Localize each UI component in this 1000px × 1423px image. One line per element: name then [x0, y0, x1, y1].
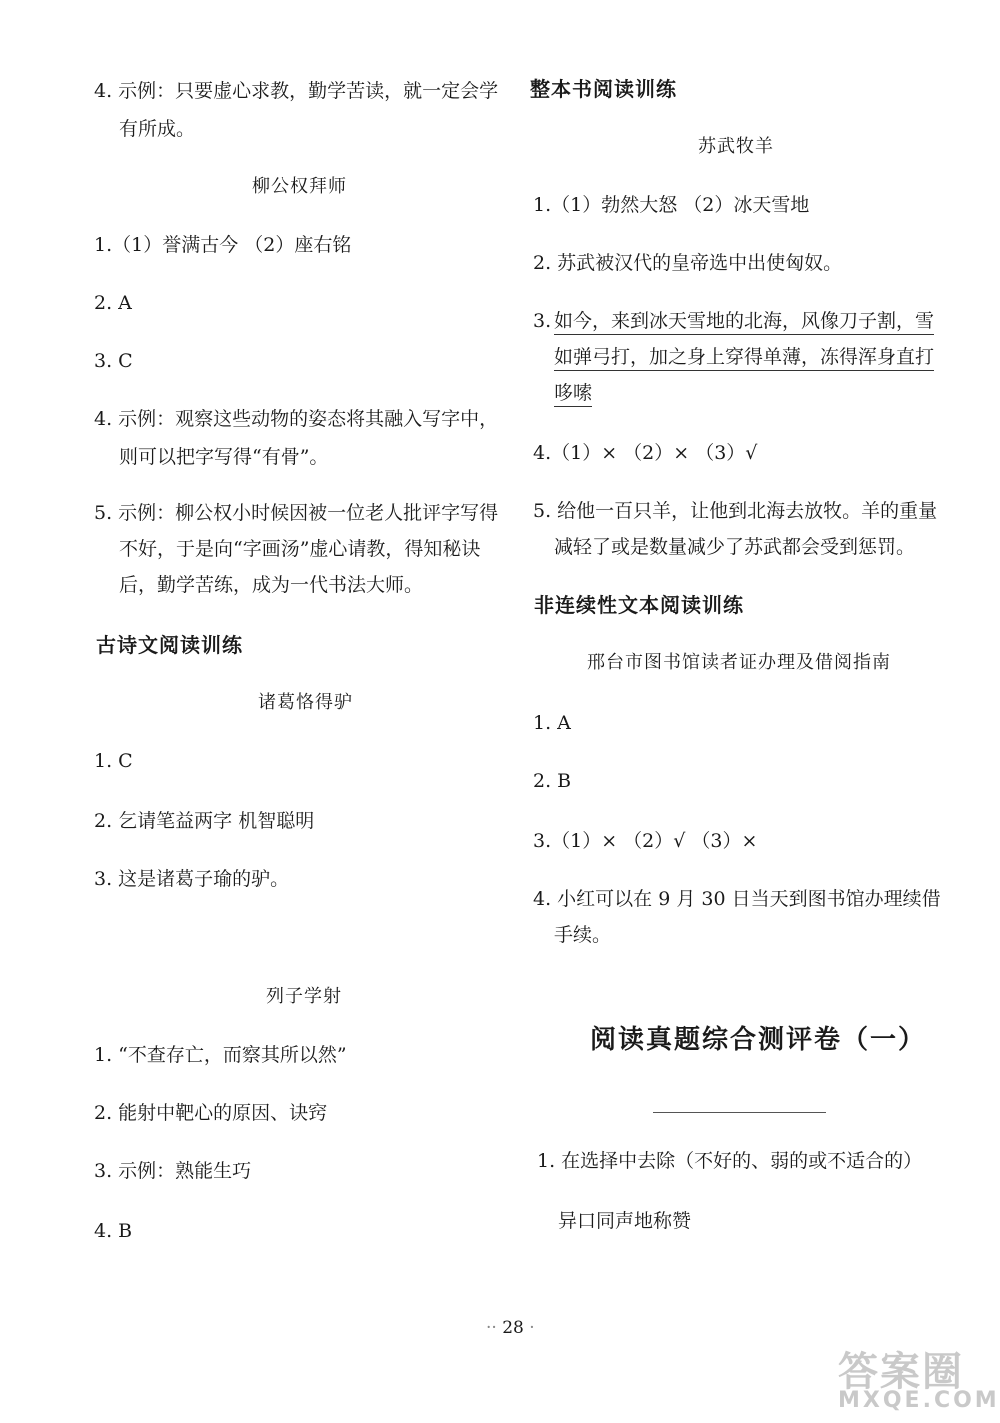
- watermark-url: MXQE.COM: [838, 1388, 1000, 1413]
- answer-line: [554, 306, 934, 336]
- answer-line: 4. 小红可以在 9 月 30 日当天到图书馆办理续借: [533, 888, 941, 910]
- answer-line: 1. “不查存亡，而察其所以然”: [94, 1044, 347, 1066]
- answer-line: 2. B: [533, 770, 572, 792]
- answer-line: 手续。: [554, 924, 612, 946]
- section-heading: 整本书阅读训练: [530, 77, 677, 101]
- answer-line: 异口同声地称赞: [558, 1210, 692, 1232]
- answer-line: 1. A: [533, 712, 571, 734]
- underlined-text: 如弹弓打，加之身上穿得单薄，冻得浑身直打: [554, 346, 934, 371]
- answer-line: 不好，于是向“字画汤”虚心请教，得知秘诀: [119, 538, 481, 560]
- page-number: ·· 28 ·: [486, 1318, 535, 1338]
- section-heading: 非连续性文本阅读训练: [534, 593, 744, 617]
- page-number-value: 28: [502, 1318, 524, 1338]
- answer-line: 4. B: [94, 1220, 133, 1242]
- answer-line: 4. 示例：只要虚心求教，勤学苦读，就一定会学: [94, 80, 499, 102]
- answer-line: 2. A: [94, 292, 132, 314]
- answer-line: 5. 给他一百只羊，让他到北海去放牧。羊的重量: [533, 500, 938, 522]
- answer-line: 1.（1）勃然大怒 （2）冰天雪地: [533, 194, 810, 216]
- answer-line: 5. 示例：柳公权小时候因被一位老人批评字写得: [94, 502, 499, 524]
- answer-line: 3. C: [94, 350, 133, 372]
- passage-title: 苏武牧羊: [698, 136, 774, 157]
- answer-line: 4.（1）× （2）× （3）√: [533, 442, 758, 464]
- exam-title: 阅读真题综合测评卷（一）: [590, 1025, 927, 1055]
- passage-title: 邢台市图书馆读者证办理及借阅指南: [587, 652, 891, 673]
- answer-line: 3. 这是诸葛子瑜的驴。: [94, 868, 290, 890]
- answer-line: 3.: [533, 310, 552, 332]
- answer-line: 有所成。: [119, 118, 196, 140]
- answer-line: 1.（1）誉满古今 （2）座右铭: [94, 234, 352, 256]
- answer-line: 2. 乞请笔益两字 机智聪明: [94, 810, 315, 832]
- watermark-logo: 答案圈: [838, 1349, 964, 1395]
- answer-line: 3. 示例：熟能生巧: [94, 1160, 252, 1182]
- answer-line: 3.（1）× （2）√ （3）×: [533, 830, 758, 852]
- passage-title: 柳公权拜师: [252, 176, 347, 197]
- answer-line: 4. 示例：观察这些动物的姿态将其融入写字中，: [94, 408, 499, 430]
- answer-line: 1. C: [94, 750, 133, 772]
- answer-line: [554, 378, 592, 408]
- passage-title: 诸葛恪得驴: [258, 692, 353, 713]
- answer-line: 2. 能射中靶心的原因、诀窍: [94, 1102, 328, 1124]
- section-heading: 古诗文阅读训练: [96, 633, 243, 657]
- passage-title: 列子学射: [266, 986, 342, 1007]
- answer-line: 2. 苏武被汉代的皇帝选中出使匈奴。: [533, 252, 843, 274]
- answer-line: 1. 在选择中去除（不好的、弱的或不适合的）: [537, 1150, 923, 1172]
- answer-line: 后，勤学苦练，成为一代书法大师。: [119, 574, 424, 596]
- underlined-text: 如今，来到冰天雪地的北海，风像刀子割，雪: [554, 310, 934, 335]
- answer-line: 则可以把字写得“有骨”。: [119, 446, 329, 468]
- answer-line: [554, 342, 934, 372]
- divider: [653, 1112, 826, 1113]
- underlined-text: 哆嗦: [554, 382, 592, 407]
- answer-line: 减轻了或是数量减少了苏武都会受到惩罚。: [554, 536, 916, 558]
